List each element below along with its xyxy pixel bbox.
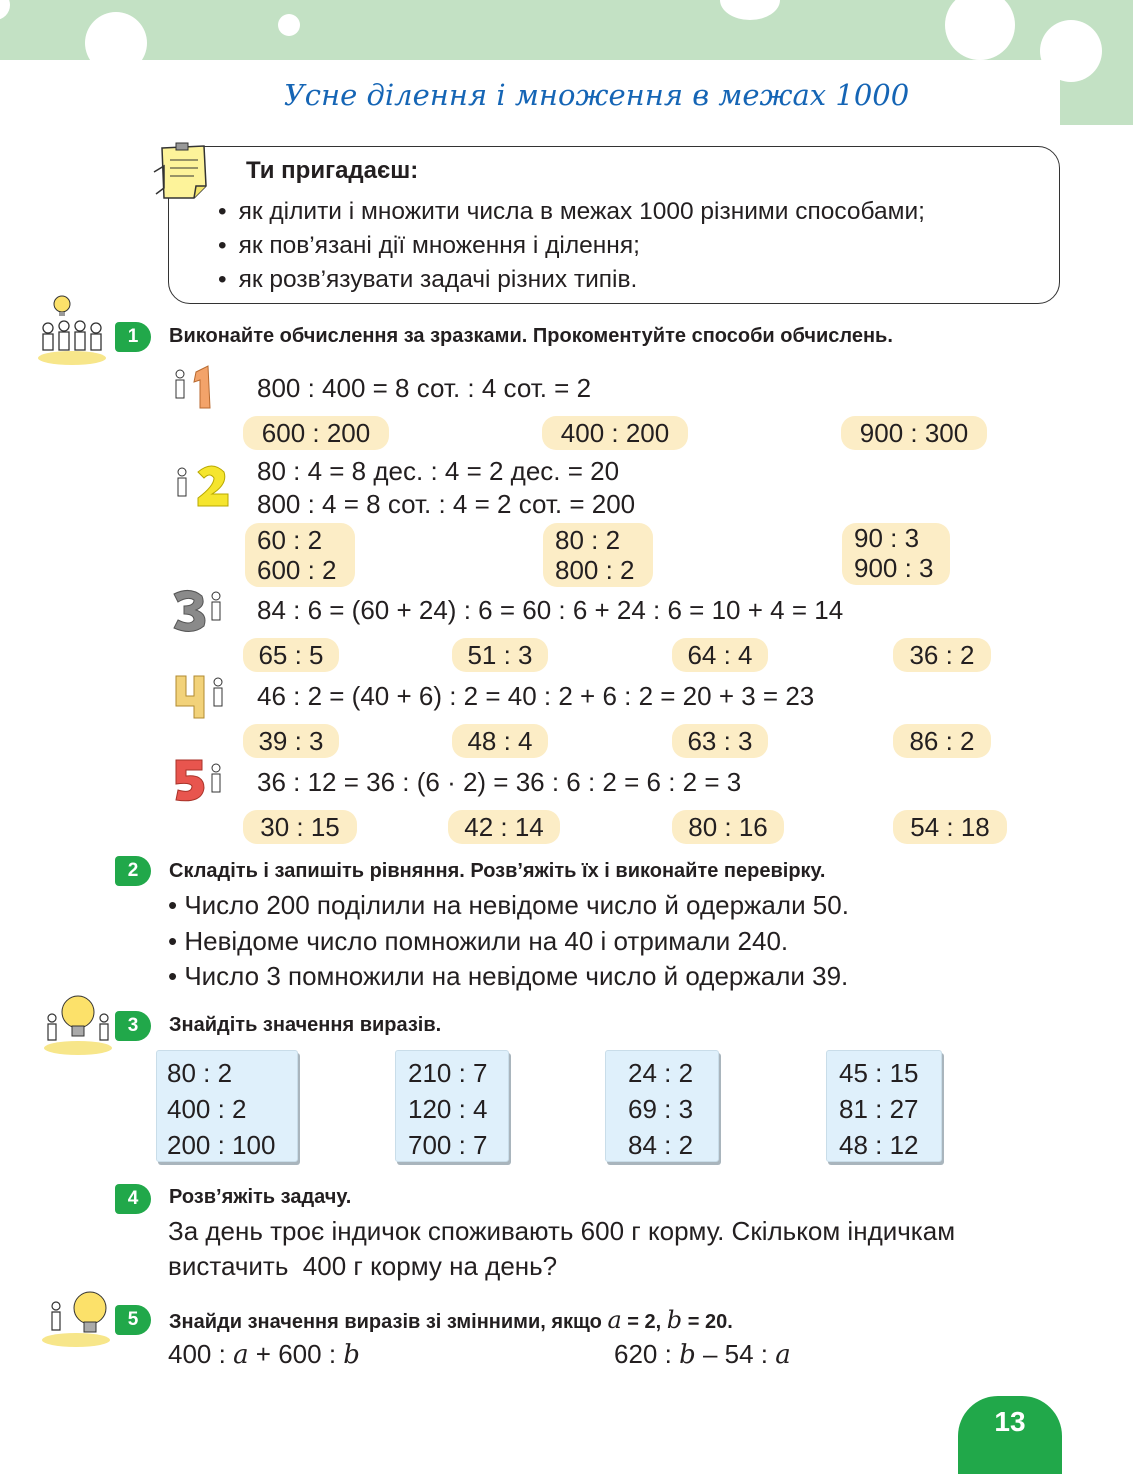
pill-line: 60 : 2	[257, 525, 323, 555]
page-title: Усне ділення і множення в межах 1000	[283, 78, 910, 112]
sample-number-5-icon	[172, 758, 216, 802]
expression: 400 : 2	[167, 1094, 247, 1124]
expression: 69 : 3	[628, 1094, 694, 1124]
exercise-pill: 400 : 200	[542, 416, 688, 450]
sample-number-3-icon	[172, 588, 216, 632]
task2-item: • Невідоме число помножили на 40 і отримали 240.	[168, 926, 789, 956]
pill-line: 900 : 3	[854, 553, 934, 583]
exercise-pill: 63 : 3	[672, 724, 768, 758]
sticky-note-icon	[150, 142, 212, 202]
expression: 80 : 2	[167, 1058, 233, 1088]
exercise-pill: 80 : 16	[672, 810, 784, 844]
expression: 48 : 12	[839, 1130, 919, 1160]
task5-expression-2: 620 : b – 54 : a	[614, 1339, 791, 1370]
header-band	[0, 0, 1133, 60]
exercise-pill: 42 : 14	[448, 810, 560, 844]
task1-instruction: Виконайте обчислення за зразками. Прокоментуйте способи обчислень.	[169, 325, 893, 347]
variable-a: a	[607, 1306, 622, 1334]
task3-instruction: Знайдіть значення виразів.	[169, 1014, 442, 1036]
sample-line: 800 : 4 = 8 сот. : 4 = 2 сот. = 200	[257, 489, 636, 519]
expression-box	[605, 1050, 719, 1162]
exercise-pill: 900 : 300	[841, 416, 987, 450]
expression: 120 : 4	[408, 1094, 488, 1124]
header-bubble	[945, 0, 1015, 60]
header-bubble	[0, 0, 10, 20]
header-bubble	[720, 0, 780, 20]
lightbulb-people-icon	[42, 994, 114, 1056]
exercise-pill: 600 : 200	[243, 416, 389, 450]
task-number-badge: 2	[115, 856, 151, 886]
expression: 84 : 2	[628, 1130, 694, 1160]
sample-line: 80 : 4 = 8 дес. : 4 = 2 дес. = 20	[257, 456, 620, 486]
sample-number-2-icon	[172, 462, 216, 506]
task-number-badge: 4	[115, 1184, 151, 1214]
remember-title: Ти пригадаєш:	[246, 157, 419, 184]
expression: 200 : 100	[167, 1130, 276, 1160]
task5-expression-1: 400 : a + 600 : b	[168, 1339, 360, 1370]
exercise-pill: 30 : 15	[243, 810, 357, 844]
header-bubble	[278, 14, 300, 36]
task5-instruction: Знайди значення виразів зі змінними, якщо a = 2, b = 20.	[169, 1306, 733, 1334]
sample-line: 46 : 2 = (40 + 6) : 2 = 40 : 2 + 6 : 2 = 20 + 3 = 23	[257, 681, 815, 711]
exercise-pill-pair	[543, 523, 653, 587]
sample-number-4-icon	[172, 672, 216, 716]
exercise-pill: 65 : 5	[243, 638, 339, 672]
task-number-badge: 1	[115, 322, 151, 352]
exercise-pill: 51 : 3	[452, 638, 548, 672]
page-number: 13	[994, 1406, 1026, 1437]
task4-text: вистачить 400 г корму на день?	[168, 1251, 558, 1281]
exercise-pill-pair	[245, 523, 355, 587]
exercise-pill: 36 : 2	[893, 638, 991, 672]
task2-instruction: Складіть і запишіть рівняння. Розв’яжіть їх і виконайте перевірку.	[169, 860, 826, 882]
task-number-badge: 5	[115, 1305, 151, 1335]
sample-line: 800 : 400 = 8 сот. : 4 сот. = 2	[257, 373, 592, 403]
expression-box	[826, 1050, 942, 1162]
exercise-pill: 39 : 3	[243, 724, 339, 758]
expression-box	[395, 1050, 509, 1162]
expression: 700 : 7	[408, 1130, 488, 1160]
group-lightbulb-icon	[34, 292, 110, 368]
exercise-pill-pair	[842, 523, 950, 585]
expression-box	[156, 1050, 298, 1162]
exercise-pill: 64 : 4	[672, 638, 768, 672]
sample-line: 36 : 12 = 36 : (6 · 2) = 36 : 6 : 2 = 6 : 2 = 3	[257, 767, 742, 797]
sample-number-1-icon	[172, 364, 216, 408]
expression: 81 : 27	[839, 1094, 919, 1124]
task4-instruction: Розв’яжіть задачу.	[169, 1186, 352, 1208]
task-number-badge: 3	[115, 1011, 151, 1041]
task4-text: За день троє індичок споживають 600 г корму. Скільком індичкам	[168, 1216, 956, 1246]
lightbulb-person-icon	[40, 1288, 114, 1348]
pill-line: 80 : 2	[555, 525, 621, 555]
expression: 210 : 7	[408, 1058, 488, 1088]
task2-item: • Число 200 поділили на невідоме число й одержали 50.	[168, 890, 849, 920]
remember-item: • як розв’язувати задачі різних типів.	[218, 266, 637, 294]
pill-line: 800 : 2	[555, 555, 635, 585]
variable-b: b	[666, 1306, 683, 1334]
expression: 24 : 2	[628, 1058, 694, 1088]
pill-line: 600 : 2	[257, 555, 337, 585]
exercise-pill: 86 : 2	[893, 724, 991, 758]
pill-line: 90 : 3	[854, 523, 920, 553]
exercise-pill: 54 : 18	[893, 810, 1007, 844]
remember-item: • як пов’язані дії множення і ділення;	[218, 232, 640, 260]
sample-line: 84 : 6 = (60 + 24) : 6 = 60 : 6 + 24 : 6 = 10 + 4 = 14	[257, 595, 844, 625]
remember-item: • як ділити і множити числа в межах 1000 різними способами;	[218, 198, 925, 226]
exercise-pill: 48 : 4	[452, 724, 548, 758]
expression: 45 : 15	[839, 1058, 919, 1088]
task2-item: • Число 3 помножили на невідоме число й одержали 39.	[168, 961, 849, 991]
